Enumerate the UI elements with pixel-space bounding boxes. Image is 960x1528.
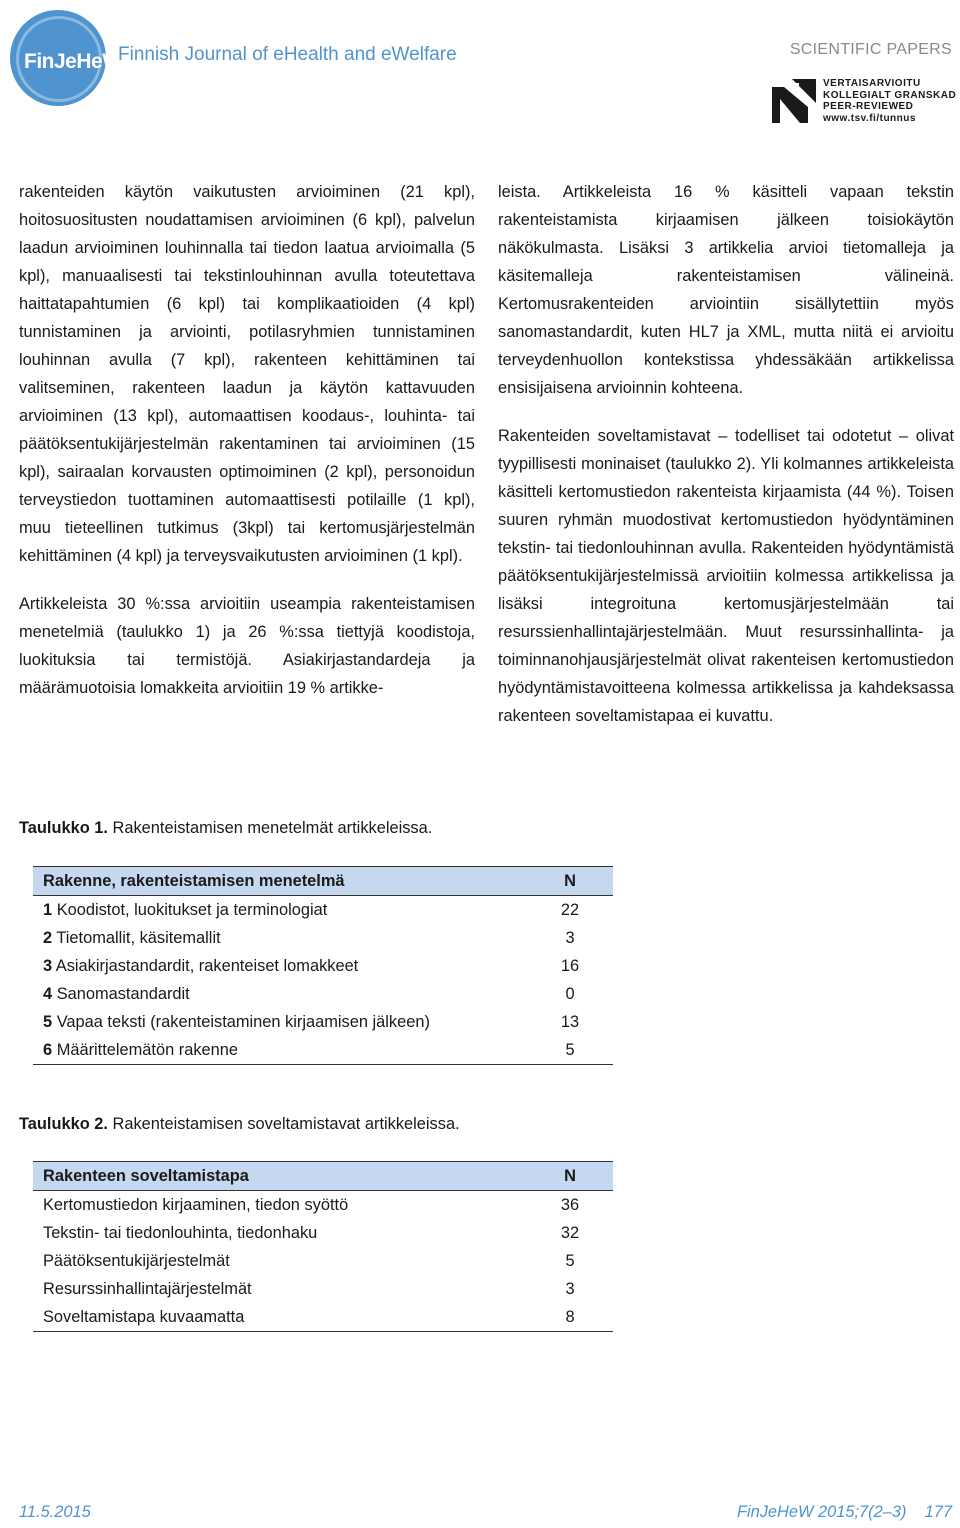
journal-logo — [10, 10, 122, 106]
section-label: SCIENTIFIC PAPERS — [789, 41, 952, 58]
peer-review-label — [823, 78, 956, 124]
left-paragraph-1: rakenteiden käytön vaikutusten arvioiminen (21 kpl), hoitosuositusten noudattamisen arvioiminen (6 kpl), palvelun laadun arvioiminen louhinnalla tai tiedon laatua arvioimalla (5 kpl), manuaalisesti tai tekstinlouhinnan avulla toteutettava haittatapahtumien (6 kpl) tai komplikaatioiden (4 kpl) tunnistaminen ja arviointi, potilasryhmien tunnistaminen louhinnan avulla (7 kpl), rakenteen kehittäminen tai valitseminen, rakenteen laadun ja käytön kattavuuden arvioiminen (13 kpl), automaattisen koodaus-, louhinta- tai päätöksentukijärjestelmän rakentaminen tai arvioiminen (15 kpl), sairaalan korvausten optimoiminen (2 kpl), personoidun terveystiedon tuottaminen automaattisesti potilaille (1 kpl), muu tieteellinen tutkimus (3kpl) tai kertomusjärjestelmän kehittäminen (4 kpl) ja terveysvaikutusten arvioiminen (1 kpl). — [19, 183, 475, 565]
row-number: 6 — [43, 1040, 53, 1059]
footer-journal-citation: FinJeHeW 2015;7(2–3) — [736, 1503, 907, 1521]
footer-page-number: 177 — [924, 1503, 952, 1521]
table-cell-label — [33, 1036, 527, 1065]
table-2-header-n: N — [527, 1162, 613, 1191]
table-1-caption — [19, 819, 432, 838]
row-number: 4 — [43, 984, 53, 1003]
table-cell-n: 5 — [527, 1036, 613, 1065]
row-label: Sanomastandardit — [56, 984, 190, 1003]
row-label: Tietomallit, käsitemallit — [56, 928, 221, 947]
table-cell-label — [33, 924, 527, 952]
table-cell-label — [33, 896, 527, 925]
table-cell-n: 36 — [560, 1195, 580, 1214]
table-cell-label — [33, 1008, 527, 1036]
table-2 — [33, 1161, 613, 1332]
table-row — [33, 980, 613, 1008]
table-row — [33, 1275, 613, 1303]
table-cell-label: Soveltamistapa kuvaamatta — [33, 1303, 527, 1332]
table-row — [33, 896, 613, 925]
table-cell-n: 3 — [565, 928, 575, 947]
row-number: 1 — [43, 900, 53, 919]
journal-name: Finnish Journal of eHealth and eWelfare — [118, 44, 457, 65]
table-cell-label: Tekstin- tai tiedonlouhinta, tiedonhaku — [43, 1223, 318, 1242]
table-cell-n: 3 — [565, 1279, 575, 1298]
table-cell-n: 32 — [560, 1223, 580, 1242]
table-row — [33, 1036, 613, 1065]
table-cell-label: Resurssinhallintajärjestelmät — [43, 1279, 252, 1298]
table-row — [33, 1219, 613, 1247]
table-1-caption-text: Rakenteistamisen menetelmät artikkeleissa. — [112, 819, 433, 837]
table-row — [33, 1303, 613, 1332]
table-2-caption-text: Rakenteistamisen soveltamistavat artikkeleissa. — [112, 1115, 460, 1133]
page-header — [0, 0, 960, 140]
table-2-caption — [19, 1115, 460, 1134]
table-1 — [33, 866, 613, 1065]
table-row — [33, 1008, 613, 1036]
right-paragraph-2: Rakenteiden soveltamistavat – todelliset tai odotetut – olivat tyypillisesti moninaiset (taulukko 2). Yli kolmannes artikkeleista käsitteli kertomustiedon rakenteista kirjaamista (44 %). Toisen suuren ryhmän muodostivat kertomustiedon hyödyntäminen tekstin- tai tiedonlouhinnan avulla. Rakenteiden hyödyntämistä päätöksentukijärjestelmissä arvioitiin kolmessa artikkelissa ja lisäksi integroituna kertomusjärjestelmään tai resurssienhallintajärjestelmään. Muut resurssinhallinta- ja toiminnanohjausjärjestelmät olivat rakenteisen kertomustiedon hyödyntämistavoitteena kolmessa artikkelissa ja kahdeksassa rakenteen soveltamistapaa ei kuvattu. — [498, 427, 954, 725]
row-label: Vapaa teksti (rakenteistaminen kirjaamisen jälkeen) — [56, 1012, 430, 1031]
table-row — [33, 924, 613, 952]
table-1-header-row — [33, 867, 613, 896]
footer-citation — [737, 1503, 952, 1522]
row-label: Koodistot, luokitukset ja terminologiat — [56, 900, 328, 919]
table-cell-label — [33, 952, 527, 980]
peer-line-2: KOLLEGIALT GRANSKAD — [823, 89, 957, 101]
table-row — [33, 1247, 613, 1275]
table-cell-n: 5 — [565, 1251, 575, 1270]
row-number: 5 — [43, 1012, 53, 1031]
table-row — [33, 952, 613, 980]
table-2-header-row — [33, 1162, 613, 1191]
table-cell-n: 13 — [560, 1012, 580, 1031]
logo-text: FinJeHeW — [24, 50, 122, 73]
table-cell-label: Päätöksentukijärjestelmät — [43, 1251, 230, 1270]
table-cell-n: 16 — [560, 956, 580, 975]
row-label: Asiakirjastandardit, rakenteiset lomakkeet — [55, 956, 359, 975]
table-cell-n: 0 — [565, 984, 575, 1003]
peer-review-logo-icon — [772, 79, 816, 123]
left-paragraph-2: Artikkeleista 30 %:ssa arvioitiin useampia rakenteistamisen menetelmiä (taulukko 1) ja 26 %:ssa tiettyjä koodistoja, luokituksia tai termistöjä. Asiakirjastandardeja ja määrämuotoisia lomakkeita arvioitiin 19 % artikke- — [19, 595, 475, 697]
row-number: 3 — [43, 956, 53, 975]
table-cell-n: 22 — [560, 900, 580, 919]
peer-line-3: PEER-REVIEWED — [823, 101, 914, 112]
table-1-header-label: Rakenne, rakenteistamisen menetelmä — [33, 867, 527, 896]
table-row — [33, 1191, 613, 1220]
right-paragraph-1: leista. Artikkeleista 16 % käsitteli vapaan tekstin rakenteistamista kirjaamisen jälkeen toisiokäytön näkökulmasta. Lisäksi 3 artikkelia arvioi tietomalleja ja käsitemalleja rakenteistamisen välineinä. Kertomusrakenteiden arviointiin sisällytettiin myös sanomastandardit, kuten HL7 ja XML, mutta niitä ei arvioitu terveydenhuollon kontekstissa yhdessäkään artikkelissa ensisijaisena arvioinnin kohteena. — [498, 183, 954, 397]
peer-line-1: VERTAISARVIOITU — [823, 78, 921, 89]
footer-date: 11.5.2015 — [19, 1503, 91, 1521]
left-column — [19, 178, 475, 722]
table-cell-n: 8 — [527, 1303, 613, 1332]
table-2-header-label: Rakenteen soveltamistapa — [33, 1162, 527, 1191]
table-2-caption-label: Taulukko 2. — [19, 1115, 108, 1133]
peer-line-4: www.tsv.fi/tunnus — [823, 112, 916, 124]
table-1-caption-label: Taulukko 1. — [19, 819, 108, 837]
row-number: 2 — [43, 928, 53, 947]
table-cell-label — [33, 980, 527, 1008]
table-cell-label: Kertomustiedon kirjaaminen, tiedon syöttö — [43, 1195, 349, 1214]
row-label: Määrittelemätön rakenne — [56, 1040, 238, 1059]
table-1-header-n: N — [527, 867, 613, 896]
right-column — [498, 178, 954, 750]
